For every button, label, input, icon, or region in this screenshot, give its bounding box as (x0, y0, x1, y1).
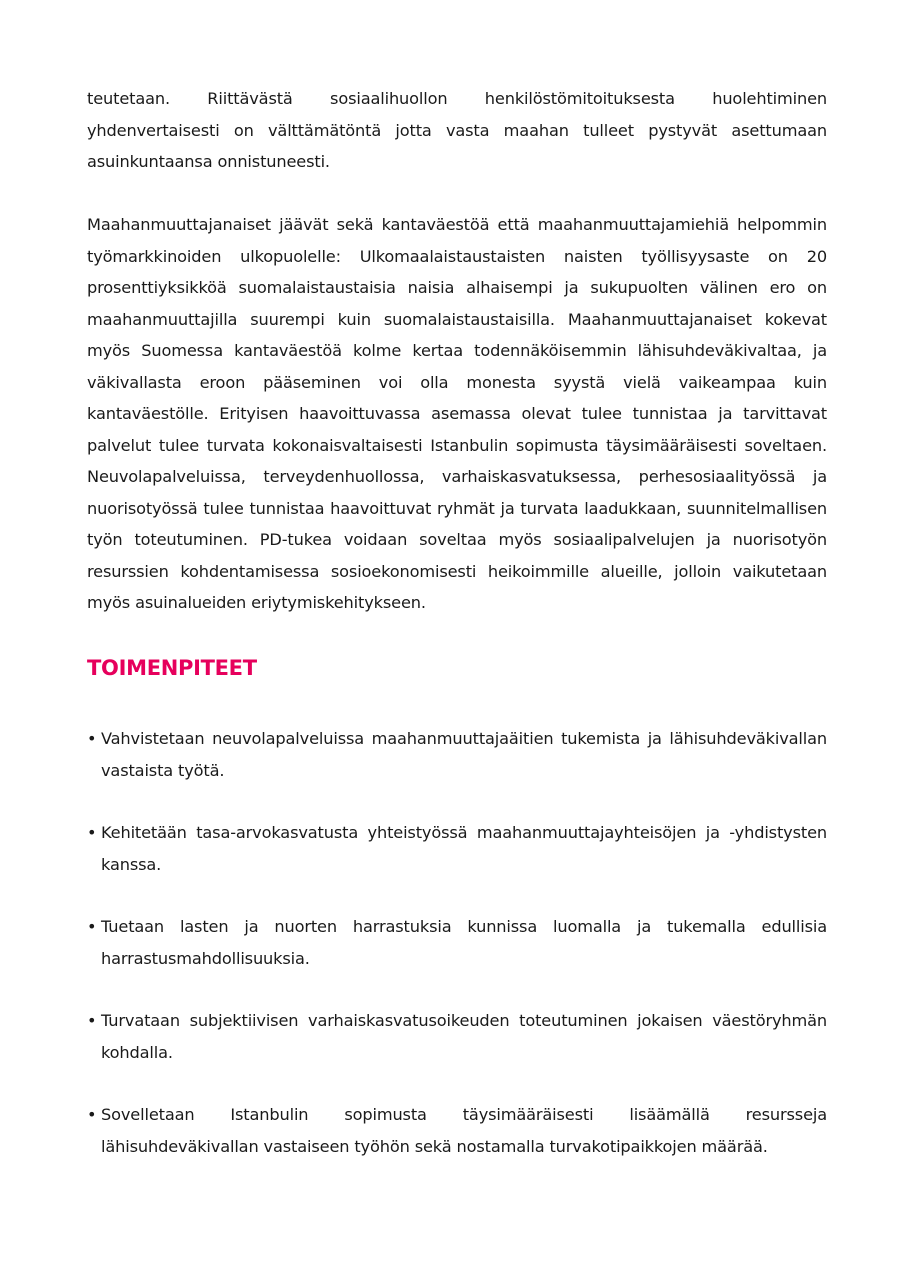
list-item-text: Vahvistetaan neuvolapalveluissa maahanmuuttajaäitien tukemista ja lähisuhdeväkivallan vastaista työtä. (101, 729, 827, 780)
body-paragraph-1: teutetaan. Riittävästä sosiaalihuollon henkilöstömitoituksesta huolehtiminen yhdenvertaisesti on välttämätöntä jotta vasta maahan tulleet pystyvät asettumaan asuinkuntaansa onnistuneesti. (87, 89, 827, 171)
bullet-icon: • (87, 1105, 97, 1124)
bullet-icon: • (87, 823, 97, 842)
list-item-text: Kehitetään tasa-arvokasvatusta yhteistyössä maahanmuuttajayhteisöjen ja -yhdistysten kanssa. (101, 823, 827, 874)
list-item-text: Tuetaan lasten ja nuorten harrastuksia kunnissa luomalla ja tukemalla edullisia harrastusmahdollisuuksia. (101, 917, 827, 968)
list-item-text: Sovelletaan Istanbulin sopimusta täysimääräisesti lisäämällä resursseja lähisuhdeväkivallan vastaiseen työhön sekä nostamalla turvakotipaikkojen määrää. (101, 1105, 827, 1156)
bullet-icon: • (87, 729, 97, 748)
section-heading: TOIMENPITEET (87, 656, 257, 680)
list-item-text: Turvataan subjektiivisen varhaiskasvatusoikeuden toteutuminen jokaisen väestöryhmän kohdalla. (101, 1011, 827, 1062)
list-item (87, 911, 827, 974)
list-item (87, 817, 827, 880)
bullet-icon: • (87, 917, 97, 936)
body-paragraph-2: Maahanmuuttajanaiset jäävät sekä kantaväestöä että maahanmuuttajamiehiä helpommin työmarkkinoiden ulkopuolelle: Ulkomaalaistaustaisten naisten työllisyysaste on 20 prosenttiyksikköä suomalaistaustaisia naisia alhaisempi ja sukupuolten välinen ero on maahanmuuttajilla suurempi kuin suomalaistaustaisilla. Maahanmuuttajanaiset kokevat myös Suomessa kantaväestöä kolme kertaa todennäköisemmin lähisuhdeväkivaltaa, ja väkivallasta eroon pääseminen voi olla monesta syystä vielä vaikeampaa kuin kantaväestölle. Erityisen haavoittuvassa asemassa olevat tulee tunnistaa ja tarvittavat palvelut tulee turvata kokonaisvaltaisesti Istanbulin sopimusta täysimääräisesti soveltaen. Neuvolapalveluissa, terveydenhuollossa, varhaiskasvatuksessa, perhesosiaalityössä ja nuorisotyössä tulee tunnistaa haavoittuvat ryhmät ja turvata laadukkaan, suunnitelmallisen työn toteutuminen. PD-tukea voidaan soveltaa myös sosiaalipalvelujen ja nuorisotyön resurssien kohdentamisessa sosioekonomisesti heikoimmille alueille, jolloin vaikutetaan myös asuinalueiden eriytymiskehitykseen. (87, 215, 827, 612)
list-item (87, 1005, 827, 1068)
list-item (87, 723, 827, 786)
measures-list (87, 723, 827, 1193)
bullet-icon: • (87, 1011, 97, 1030)
list-item (87, 1099, 827, 1162)
